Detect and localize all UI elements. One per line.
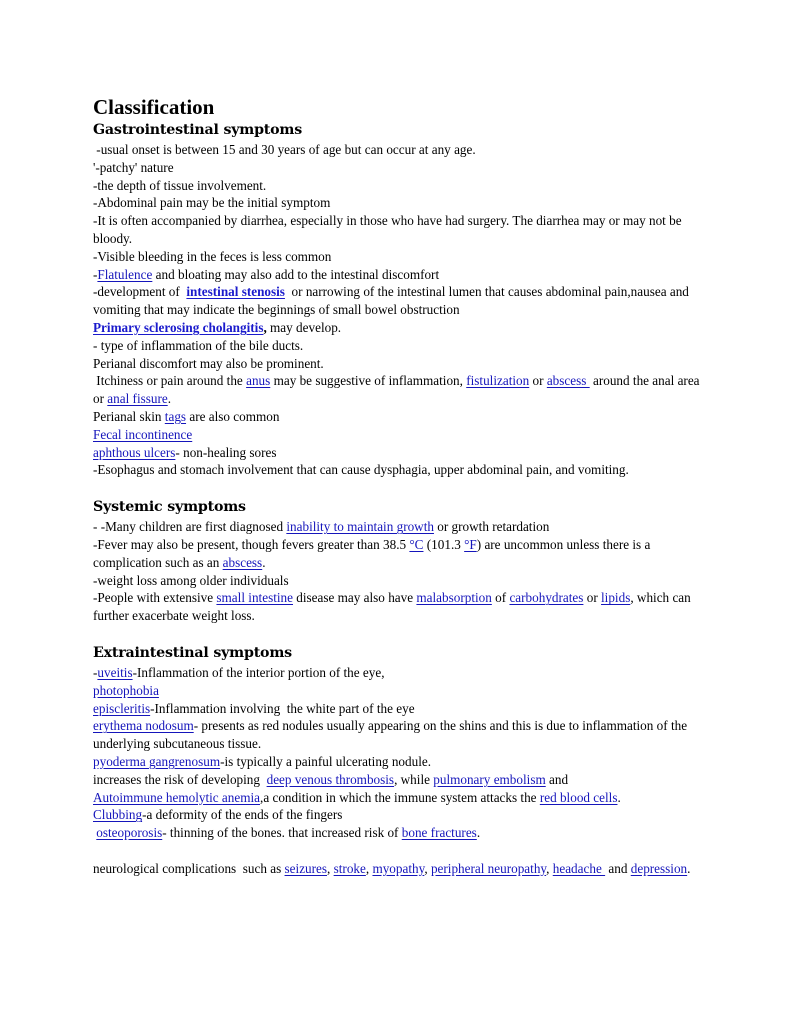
text: ,a condition in which the immune system attacks the — [260, 789, 540, 805]
link-pulmonary-embolism[interactable]: pulmonary embolism — [433, 771, 546, 787]
link-carbohydrates[interactable]: carbohydrates — [509, 590, 584, 606]
text: and — [605, 860, 631, 876]
text: ) are uncommon unless there is a complication such as an — [93, 536, 651, 570]
text-line — [93, 518, 705, 536]
text-line — [93, 444, 705, 462]
link-anal-fissure[interactable]: anal fissure — [107, 391, 168, 407]
link-anus[interactable]: anus — [246, 373, 271, 389]
text: -People with extensive — [93, 590, 217, 606]
text-line — [93, 408, 705, 426]
text-line — [93, 700, 705, 718]
text: , which can further exacerbate weight loss. — [93, 590, 691, 624]
text: , while — [394, 771, 434, 787]
text-line — [93, 806, 705, 824]
link-fecal-incontinence[interactable]: Fecal incontinence — [93, 426, 193, 442]
text: - -Many children are first diagnosed — [93, 519, 287, 535]
link-pyoderma-gangrenosum[interactable]: pyoderma gangrenosum — [93, 753, 221, 769]
text-line — [93, 536, 705, 572]
link-flatulence[interactable]: Flatulence — [97, 266, 153, 282]
text-line — [93, 266, 705, 284]
section-heading-gastrointestinal: Gastrointestinal symptoms — [93, 122, 303, 138]
text: - non-healing sores — [175, 444, 277, 460]
text: disease may also have — [292, 590, 417, 606]
text: , — [263, 319, 267, 335]
text: - — [93, 266, 98, 282]
text-line — [93, 682, 705, 700]
text: . — [687, 860, 691, 876]
text-line: -Abdominal pain may be the initial symptom — [93, 195, 331, 211]
text-line — [93, 664, 705, 682]
section-heading-extraintestinal: Extraintestinal symptoms — [93, 644, 292, 661]
text: around the anal area or — [93, 373, 703, 407]
text: . — [617, 789, 621, 805]
text-line — [93, 789, 705, 807]
text: neurological complications such as — [93, 860, 285, 876]
text-line — [93, 824, 705, 842]
text: and bloating may also add to the intestinal discomfort — [152, 266, 440, 282]
text-line — [93, 717, 705, 753]
link-small-intestine[interactable]: small intestine — [216, 590, 293, 606]
text: or — [583, 590, 602, 606]
link-bone-fractures[interactable]: bone fractures — [401, 825, 477, 841]
text-line — [93, 426, 705, 444]
text: of — [491, 590, 510, 606]
text-line: -usual onset is between 15 and 30 years of age but can occur at any age. — [93, 142, 476, 157]
spacer — [93, 625, 705, 643]
text: may be suggestive of inflammation, — [270, 373, 467, 389]
link-osteoporosis[interactable]: osteoporosis — [96, 825, 163, 841]
link-stroke[interactable]: stroke — [333, 860, 366, 876]
document-page — [93, 94, 705, 877]
link-fahrenheit[interactable]: °F — [464, 536, 477, 552]
link-inability-to-maintain-growth[interactable]: inability to maintain growth — [286, 519, 434, 535]
page-title: Classification — [93, 95, 215, 119]
text: - presents as red nodules usually appearing on the shins and this is due to inflammation of the underlying subcutaneous tissue. — [93, 718, 688, 752]
text: -a deformity of the ends of the fingers — [142, 807, 343, 823]
text-line — [93, 319, 705, 337]
link-lipids[interactable]: lipids — [601, 590, 631, 606]
link-deep-venous-thrombosis[interactable]: deep venous thrombosis — [266, 771, 395, 787]
link-fistulization[interactable]: fistulization — [466, 373, 530, 389]
link-celsius[interactable]: °C — [409, 536, 424, 552]
text-line — [93, 860, 705, 878]
spacer — [93, 842, 705, 860]
text-line: -It is often accompanied by diarrhea, especially in those who have had surgery. The diarrhea may or may not be bloody. — [93, 213, 682, 246]
link-erythema-nodosum[interactable]: erythema nodosum — [93, 718, 194, 734]
text: or — [529, 373, 547, 389]
link-depression[interactable]: depression — [630, 860, 688, 876]
text: Perianal skin — [93, 408, 165, 424]
text: -development of — [93, 284, 187, 300]
text-line: '-patchy' nature — [93, 159, 174, 175]
text: -Fever may also be present, though fevers greater than 38.5 — [93, 536, 410, 552]
text-line: -Visible bleeding in the feces is less common — [93, 248, 332, 264]
text: . — [262, 554, 266, 570]
text: , — [546, 860, 553, 876]
text: - thinning of the bones. that increased risk of — [162, 825, 402, 841]
link-seizures[interactable]: seizures — [284, 860, 328, 876]
text-line: Perianal discomfort may also be prominent. — [93, 355, 324, 371]
text-line: -Esophagus and stomach involvement that can cause dysphagia, upper abdominal pain, and vomiting. — [93, 462, 629, 478]
text: . — [476, 825, 481, 841]
link-autoimmune-hemolytic-anemia[interactable]: Autoimmune hemolytic anemia — [93, 789, 261, 805]
text-line: -the depth of tissue involvement. — [93, 177, 267, 193]
link-tags[interactable]: tags — [164, 408, 187, 424]
link-peripheral-neuropathy[interactable]: peripheral neuropathy — [430, 860, 547, 876]
link-myopathy[interactable]: myopathy — [372, 860, 425, 876]
text: -Inflammation involving the white part of the eye — [150, 700, 415, 716]
link-malabsorption[interactable]: malabsorption — [416, 590, 492, 606]
text: and — [545, 771, 569, 787]
text: (101.3 — [423, 536, 465, 552]
text-line: -weight loss among older individuals — [93, 572, 289, 588]
text: . — [167, 391, 172, 407]
text: or narrowing of the intestinal lumen that causes abdominal pain,nausea and vomiting that may indicate the beginnings of small bowel obstruction — [93, 284, 693, 318]
text: may develop. — [266, 319, 342, 335]
link-primary-sclerosing-cholangitis[interactable]: Primary sclerosing cholangitis — [93, 319, 264, 335]
text-line — [93, 589, 705, 625]
text-line — [93, 771, 705, 789]
link-photophobia[interactable]: photophobia — [93, 682, 159, 698]
link-clubbing[interactable]: Clubbing — [93, 807, 143, 823]
text: -is typically a painful ulcerating nodule. — [220, 753, 432, 769]
text: , — [424, 860, 431, 876]
text: -Inflammation of the interior portion of the eye, — [132, 664, 385, 680]
link-headache[interactable]: headache — [552, 860, 606, 876]
text-line — [93, 283, 705, 319]
text-line — [93, 753, 705, 771]
text: - — [93, 664, 98, 680]
text: are also common — [186, 408, 280, 424]
link-episcleritis[interactable]: episcleritis — [93, 700, 151, 716]
link-red-blood-cells[interactable]: red blood cells — [539, 789, 618, 805]
link-abscess[interactable]: abscess — [546, 373, 590, 389]
text: , — [365, 860, 373, 876]
link-uveitis[interactable]: uveitis — [97, 664, 133, 680]
link-abscess-2[interactable]: abscess — [222, 554, 263, 570]
text: , — [327, 860, 334, 876]
section-heading-systemic: Systemic symptoms — [93, 499, 246, 516]
text: Itchiness or pain around the — [93, 373, 247, 389]
link-aphthous-ulcers[interactable]: aphthous ulcers — [93, 444, 176, 460]
text-line: - type of inflammation of the bile ducts. — [93, 337, 304, 353]
link-intestinal-stenosis[interactable]: intestinal stenosis — [186, 284, 285, 300]
text-line — [93, 372, 705, 408]
text: or growth retardation — [433, 519, 550, 535]
text: increases the risk of developing — [93, 771, 267, 787]
spacer — [93, 479, 705, 497]
